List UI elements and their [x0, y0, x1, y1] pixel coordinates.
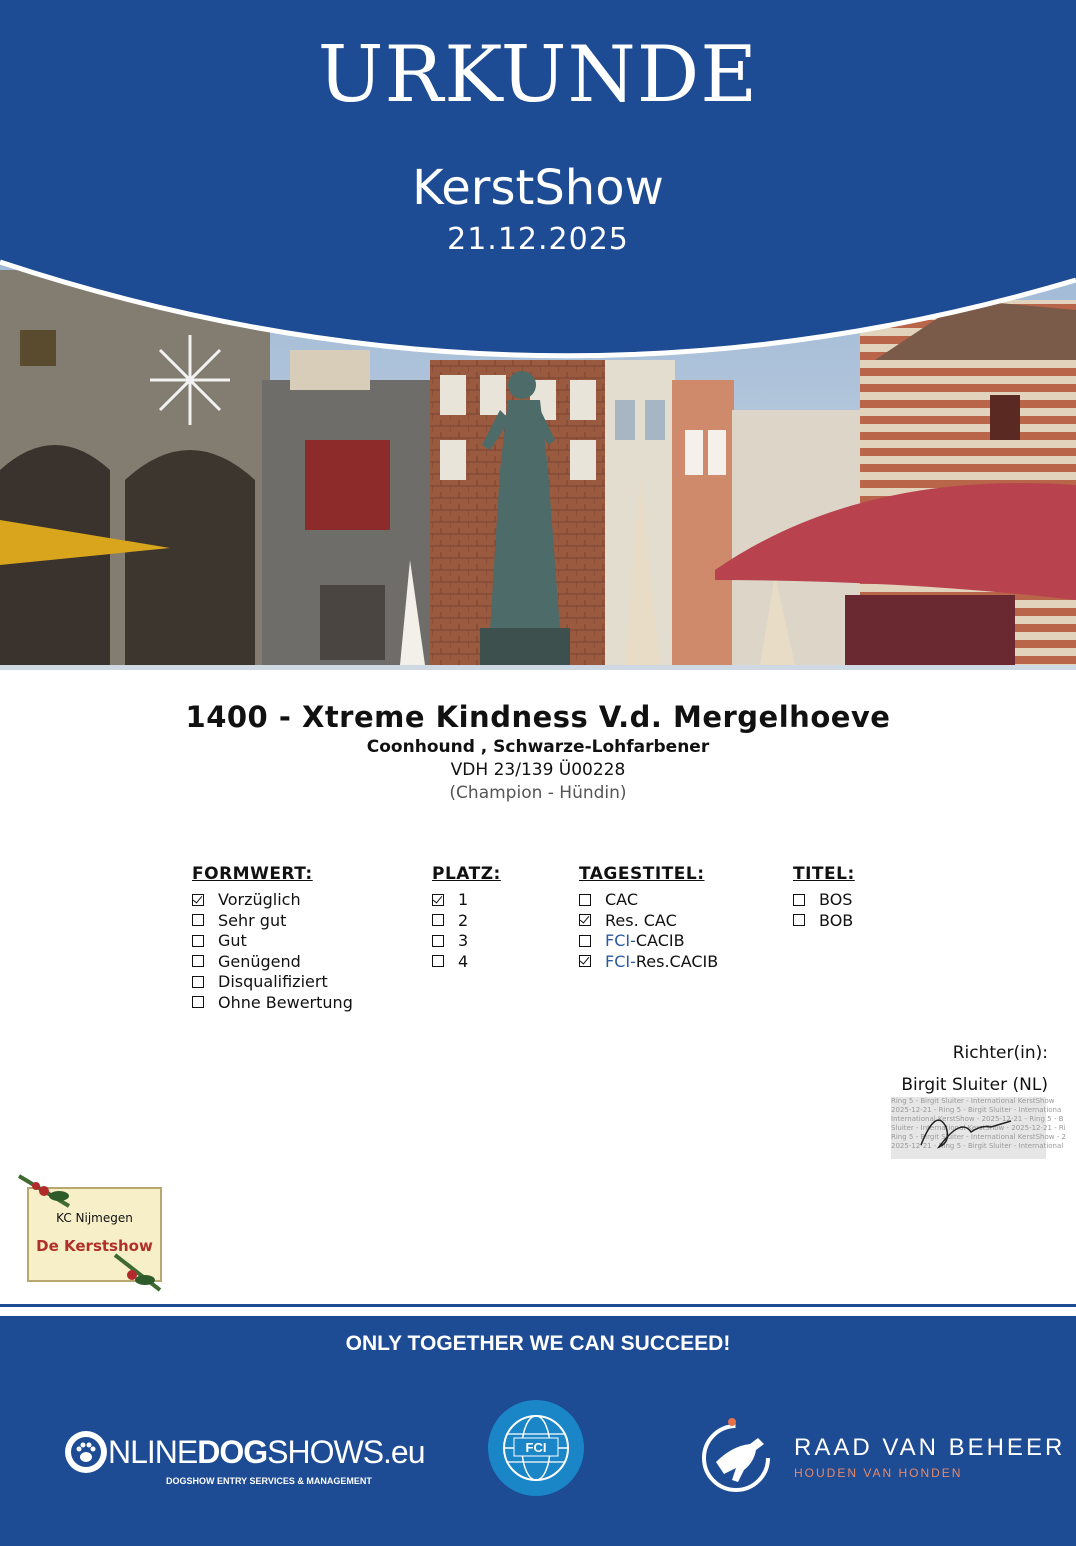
header-banner: [0, 0, 1076, 670]
formwert-option: [192, 993, 353, 1014]
formwert-option: [192, 931, 353, 952]
tagestitel-option: [579, 952, 718, 973]
titel-heading: TITEL:: [793, 864, 855, 884]
judge-heading: Richter(in):: [952, 1043, 1048, 1063]
dog-registration: VDH 23/139 Ü00228: [450, 760, 626, 780]
judge-name: Birgit Sluiter (NL): [901, 1075, 1048, 1095]
tagestitel-option-label: CACIB: [635, 931, 685, 950]
checkbox-icon: [192, 996, 204, 1008]
formwert-section: [192, 864, 353, 1013]
platz-option: [432, 931, 501, 952]
formwert-option: [192, 972, 353, 993]
ods-wordmark-suffix: SHOWS.eu: [267, 1434, 425, 1470]
holly-decoration-bottom: [110, 1250, 165, 1295]
checkbox-icon: [432, 914, 444, 926]
checkbox-icon: [192, 976, 204, 988]
tagestitel-heading: TAGESTITEL:: [579, 864, 705, 884]
club-show-name: De Kerstshow: [36, 1237, 153, 1255]
fci-logo: [486, 1398, 586, 1502]
ods-wordmark-bold: DOG: [197, 1434, 268, 1470]
rvb-wordmark: RAAD VAN BEHEER: [794, 1434, 1066, 1461]
checkbox-icon: [432, 955, 444, 967]
checked-checkbox-icon: [192, 894, 204, 906]
tagestitel-option-label: Res.CACIB: [635, 951, 719, 971]
checked-checkbox-icon: [579, 955, 591, 967]
platz-option: [432, 952, 501, 973]
platz-section: [432, 864, 501, 972]
show-name: KerstShow: [412, 160, 664, 216]
formwert-option: [192, 952, 353, 973]
checkbox-icon: [793, 914, 805, 926]
fci-logo-text: FCI: [525, 1440, 547, 1455]
show-date: 21.12.2025: [447, 222, 629, 257]
checkbox-icon: [192, 955, 204, 967]
titel-section: [793, 864, 855, 931]
holly-decoration-top: [14, 1166, 74, 1216]
checkbox-icon: [579, 935, 591, 947]
tagestitel-option-prefix: FCI-: [605, 951, 636, 971]
rvb-tagline: HOUDEN VAN HONDEN: [794, 1466, 963, 1480]
platz-heading: PLATZ:: [432, 864, 501, 884]
formwert-option-label: Sehr gut: [218, 910, 287, 930]
tagestitel-option-label: Res. CAC: [605, 910, 677, 930]
platz-option-label: 2: [458, 910, 469, 930]
formwert-heading: FORMWERT:: [192, 864, 313, 884]
dog-class: (Champion - Hündin): [449, 783, 627, 803]
dog-entry-title: 1400 - Xtreme Kindness V.d. Mergelhoeve: [185, 700, 891, 734]
checkbox-icon: [793, 894, 805, 906]
formwert-option: [192, 890, 353, 911]
formwert-option-label: Gut: [218, 931, 247, 950]
checked-checkbox-icon: [432, 894, 444, 906]
judge-signature: Ring 5 - Birgit Sluiter - International KerstShow 2025-12-21 - Ring 5 - Birgit Sluiter - Internationa International KerstShow - 2025-12-21 - Ring 5 - B Sluiter - International KerstShow - 2025-12-21 - Ri Ring 5 - Birgit Sluiter - International KerstShow - 2 2025-12-21 - Ring 5 - Birgit Sluiter - International: [891, 1097, 1046, 1159]
formwert-option-label: Genügend: [218, 951, 301, 971]
titel-option: [793, 911, 855, 932]
tagestitel-option: [579, 931, 718, 952]
formwert-option: [192, 911, 353, 932]
ods-wordmark-prefix: NLINE: [108, 1434, 198, 1470]
formwert-option-label: Vorzüglich: [218, 890, 301, 909]
platz-option: [432, 911, 501, 932]
checkbox-icon: [432, 935, 444, 947]
checked-checkbox-icon: [579, 914, 591, 926]
formwert-option-label: Ohne Bewertung: [218, 992, 353, 1012]
titel-option: [793, 890, 855, 911]
tagestitel-option-label: CAC: [605, 890, 639, 909]
footer-slogan: ONLY TOGETHER WE CAN SUCCEED!: [345, 1332, 731, 1355]
footer-divider: [0, 1304, 1076, 1307]
platz-option-label: 3: [458, 931, 469, 950]
dog-jumping-icon: [698, 1416, 778, 1496]
titel-option-label: BOB: [819, 910, 854, 930]
checkbox-icon: [192, 935, 204, 947]
tagestitel-option: [579, 911, 718, 932]
titel-option-label: BOS: [819, 890, 853, 909]
formwert-option-label: Disqualifiziert: [218, 972, 328, 991]
document-title: URKUNDE: [317, 30, 759, 120]
paw-icon: [62, 1428, 110, 1476]
platz-option-label: 1: [458, 890, 469, 909]
dog-breed: Coonhound , Schwarze-Lohfarbener: [366, 737, 710, 757]
club-name: KC Nijmegen: [56, 1211, 133, 1225]
tagestitel-option-prefix: FCI-: [605, 931, 636, 950]
platz-option-label: 4: [458, 951, 469, 971]
tagestitel-section: [579, 864, 718, 972]
checkbox-icon: [579, 894, 591, 906]
ods-tagline: DOGSHOW ENTRY SERVICES & MANAGEMENT: [166, 1476, 372, 1486]
tagestitel-option: [579, 890, 718, 911]
platz-option: [432, 890, 501, 911]
checkbox-icon: [192, 914, 204, 926]
ods-wordmark: [108, 1434, 425, 1471]
